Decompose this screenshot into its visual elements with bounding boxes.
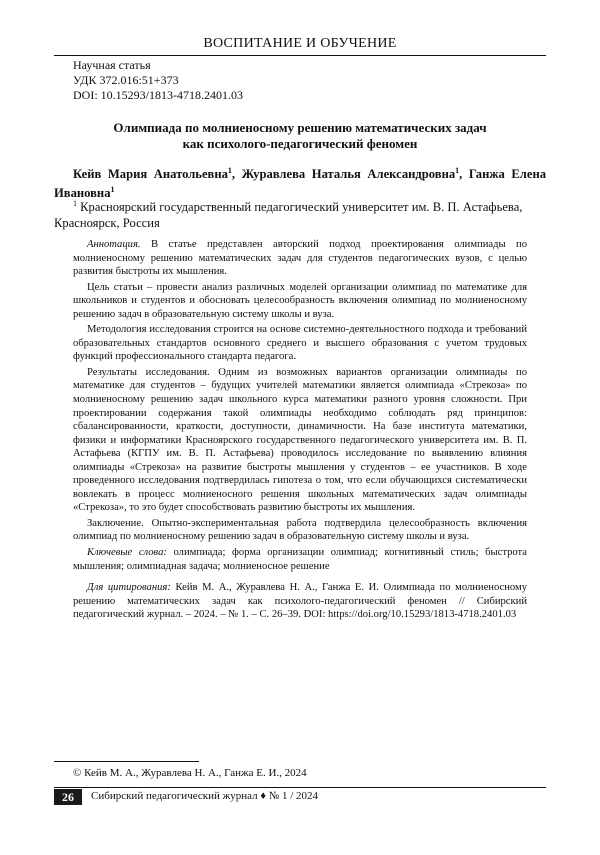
footnote-divider <box>54 761 199 762</box>
abstract-label: Аннотация. <box>87 239 141 250</box>
copyright-note: © Кейв М. А., Журавлева Н. А., Ганжа Е. И., 2024 <box>73 767 307 779</box>
article-meta <box>73 58 243 103</box>
author-1: Кейв Мария Анатольевна <box>73 167 228 182</box>
abstract-results: Результаты исследования. Одним из возможных вариантов организации олимпиады по математике для студентов – будущих учителей математики является олимпиада «Стрекоза» по молниеносному решению задач школьного курса математики разного уровня сложности. При проектировании содержания такой олимпиады необходимо соблюдать ряд принципов: сбалансированности, краткости, доступности, динамичности. На базе института математики, физики и информатики Красноярского государственного педагогического университета им. В. П. Астафьева (КГПУ им. В. П. Астафьева) проводилось исследование по выявлению влияния олимпиады «Стрекоза» на развитие быстроты мышления у студентов – ее участников. В ходе проведенного исследования подтвердилась гипотеза о том, что если обучающихся систематически вовлекать в процесс молниеносного решения школьных математических задач олимпиады «Стрекоза», то это будет способствовать развитию быстроты их мышления. <box>73 366 527 514</box>
title-line-2: как психолого-педагогический феномен <box>182 136 418 151</box>
doi-line: DOI: 10.15293/1813-4718.2401.03 <box>73 88 243 102</box>
abstract-intro <box>73 238 527 279</box>
citation <box>73 581 527 622</box>
keywords <box>73 546 527 573</box>
article-title <box>60 120 540 152</box>
udk-code: УДК 372.016:51+373 <box>73 73 179 87</box>
page-number: 26 <box>54 789 82 805</box>
abstract-purpose: Цель статьи – провести анализ различных моделей организации олимпиад по математике для школьников и студентов и обосновать целесообразность включения олимпиад по молниеносному решению задач в образовательную систему школы и вуза. <box>73 281 527 320</box>
author-3-affil-mark: 1 <box>110 185 115 195</box>
affiliation <box>54 196 546 231</box>
author-2-affil-mark: 1 <box>455 166 460 175</box>
abstract-intro-text: В статье представлен авторский подход проектирования олимпиады по молниеносному решению математических задач для студентов педагогических вузов, с целью развития быстроты их мышления. <box>73 239 527 278</box>
journal-footer: Сибирский педагогический журнал ♦ № 1 / 2024 <box>91 790 319 802</box>
citation-text: Кейв М. А., Журавлева Н. А., Ганжа Е. И. Олимпиада по молниеносному решению математических задач как психолого-педагогический феномен // Сибирский педагогический журнал. – 2024. – № 1. – С. 26–39. DOI: https://doi.org/10.15293/1813-4718.2401.03 <box>73 582 527 621</box>
author-3: Ганжа Елена Ивановна <box>54 167 547 201</box>
author-2: Журавлева Наталья Александровна <box>241 167 456 182</box>
article-type: Научная статья <box>73 58 151 72</box>
author-separator: , <box>231 167 242 182</box>
abstract-conclusion: Заключение. Опытно-экспериментальная работа подтвердила целесообразность включения олимпиад по молниеносному решению задач в образовательную систему школы и вуза. <box>73 517 527 543</box>
title-line-1: Олимпиада по молниеносному решению математических задач <box>113 120 487 135</box>
author-separator: , <box>459 167 469 182</box>
author-1-affil-mark: 1 <box>227 166 232 175</box>
affiliation-text: Красноярский государственный педагогический университет им. В. П. Астафьева, Красноярск, Россия <box>54 200 523 231</box>
abstract-methodology: Методология исследования строится на основе системно-деятельностного подхода и требований образовательных стандартов основного среднего и высшего образования с учетом трудовых функций профессионального стандарта педагога. <box>73 324 527 363</box>
footer-divider <box>54 787 546 788</box>
keywords-text: олимпиада; форма организации олимпиад; когнитивный стиль; быстрота мышления; олимпиадная задача; молниеносное решение <box>73 547 527 572</box>
affiliation-mark: 1 <box>73 199 77 208</box>
abstract-block <box>73 238 527 624</box>
keywords-label: Ключевые слова: <box>87 547 167 559</box>
citation-label: Для цитирования: <box>87 582 171 594</box>
section-header: ВОСПИТАНИЕ И ОБУЧЕНИЕ <box>54 36 546 56</box>
